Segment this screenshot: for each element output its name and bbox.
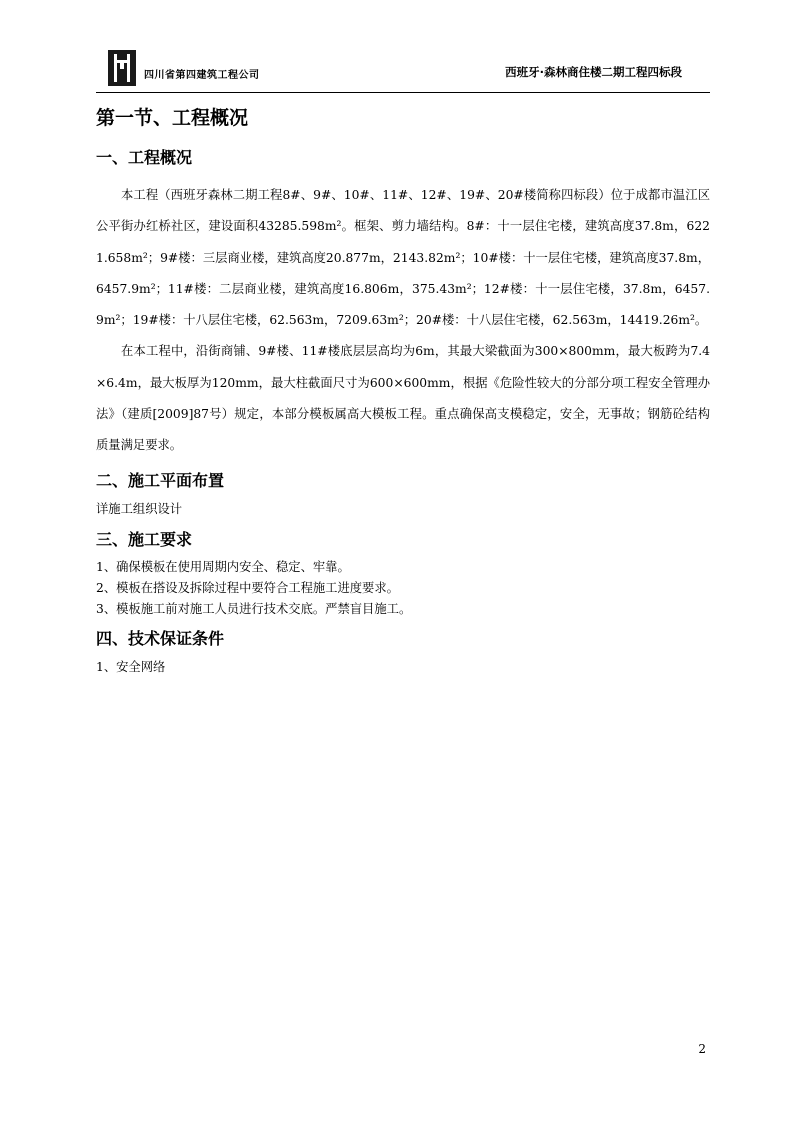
project-name: 西班牙·森林商住楼二期工程四标段 xyxy=(505,65,682,79)
high-formwork-paragraph: 在本工程中，沿街商铺、9#楼、11#楼底层层高均为6m，其最大梁截面为300×800mm，最大板跨为7.4×6.4m，最大板厚为120mm，最大柱截面尺寸为600×600mm，根据《危险性较大的分部分项工程安全管理办法》（建质[2009]87号）规定，本部分模板属高大模板工程。重点确保高支模稳定，安全，无事故；钢筋砼结构质量满足要求。 xyxy=(96,344,710,453)
overview-paragraph: 本工程（西班牙森林二期工程8#、9#、10#、11#、12#、19#、20#楼简称四标段）位于成都市温江区公平街办红桥社区，建设面积43285.598m²。框架、剪力墙结构。8#：十一层住宅楼，建筑高度37.8m，6221.658m²；9#楼：三层商业楼，建筑高度20.877m，2143.82m²；10#楼：十一层住宅楼，建筑高度37.8m，6457.9m²；11#楼：二层商业楼，建筑高度16.806m，375.43m²；12#楼：十一层住宅楼，37.8m，6457.9m²；19#楼：十八层住宅楼，62.563m，7209.63m²；20#楼：十八层住宅楼，62.563m，14419.26m²。 xyxy=(96,188,710,328)
page-number: 2 xyxy=(698,1042,706,1056)
header-divider xyxy=(96,92,710,93)
company-name: 四川省第四建筑工程公司 xyxy=(144,70,260,81)
list-item: 1、确保模板在使用周期内安全、稳定、牢靠。 xyxy=(96,559,350,574)
heading-construction-requirements: 三、施工要求 xyxy=(96,529,193,549)
company-logo-icon xyxy=(108,50,136,86)
document-body xyxy=(96,103,710,679)
heading-site-layout: 二、施工平面布置 xyxy=(96,470,225,490)
site-layout-text: 详施工组织设计 xyxy=(96,501,183,516)
list-item: 2、模板在搭设及拆除过程中要符合工程施工进度要求。 xyxy=(96,580,399,595)
technical-guarantee-text: 1、安全网络 xyxy=(96,659,166,674)
heading-technical-guarantee: 四、技术保证条件 xyxy=(96,628,225,648)
requirements-list xyxy=(96,557,710,620)
heading-project-overview: 一、工程概况 xyxy=(96,148,193,167)
section-title: 第一节、工程概况 xyxy=(96,107,249,129)
page-header xyxy=(96,44,710,94)
list-item: 3、模板施工前对施工人员进行技术交底。严禁盲目施工。 xyxy=(96,601,412,616)
